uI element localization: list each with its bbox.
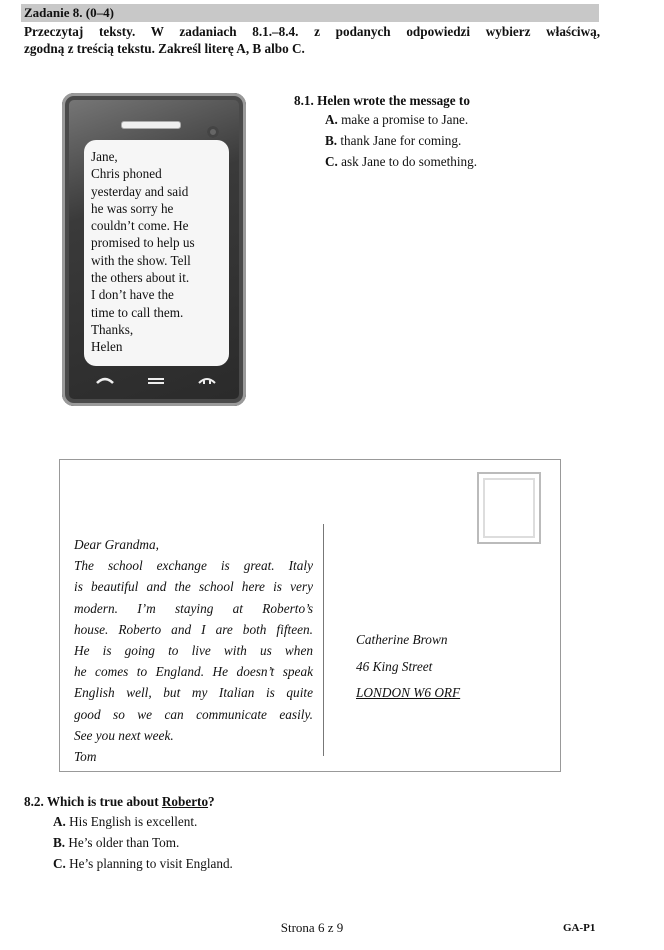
option-letter: C. [53, 856, 66, 871]
task-header-bar [21, 4, 599, 22]
sms-line: time to call them. [91, 304, 184, 320]
question-8-1 [294, 92, 594, 172]
option-text: He’s planning to visit England. [65, 856, 233, 871]
address-line: 46 King Street [356, 658, 433, 674]
exam-code: GA-P1 [563, 922, 596, 934]
option-letter: B. [53, 835, 66, 850]
sms-line: couldn’t come. He [91, 218, 189, 234]
letter-line: Dear Grandma, [74, 537, 159, 552]
postcard-divider [323, 524, 324, 756]
answer-option-b[interactable] [53, 832, 424, 853]
option-letter: B. [325, 133, 338, 148]
option-text: He’s older than Tom. [65, 835, 180, 850]
phone-keys [84, 373, 229, 387]
title-text: ? [208, 794, 215, 809]
question-title: 8.1. Helen wrote the message to [294, 93, 470, 108]
page-number: Strona 6 z 9 [280, 920, 344, 935]
sms-line: with the show. Tell [91, 252, 191, 268]
call-icon [94, 375, 116, 385]
sms-message [91, 148, 225, 356]
letter-line: house. Roberto and I are both fifteen. [74, 621, 313, 637]
option-text: thank Jane for coming. [337, 133, 462, 148]
answer-option-c[interactable] [53, 853, 424, 874]
answer-option-a[interactable] [325, 109, 594, 130]
sms-line: Chris phoned [91, 166, 162, 182]
option-letter: A. [325, 112, 338, 127]
postcard-address [356, 627, 546, 707]
letter-line: Tom [74, 749, 97, 765]
sms-line: I don’t have the [91, 287, 174, 303]
option-text: His English is excellent. [65, 814, 198, 829]
stamp-placeholder [477, 472, 541, 544]
sms-line: the others about it. [91, 270, 190, 286]
option-letter: A. [53, 814, 66, 829]
end-call-icon [196, 375, 218, 385]
postcard [59, 459, 561, 772]
answer-option-b[interactable] [325, 130, 594, 151]
phone-illustration [62, 93, 246, 406]
address-line: LONDON W6 ORF [356, 685, 461, 700]
question-8-2 [24, 793, 424, 874]
sms-line: Jane, [91, 149, 118, 164]
letter-line: He is going to live with us when [74, 643, 313, 659]
sms-line: promised to help us [91, 235, 195, 251]
title-text: 8.2. Which is true about [24, 794, 162, 809]
phone-speaker [121, 121, 181, 129]
letter-line: good so we can communicate easily. [74, 706, 313, 722]
option-text: make a promise to Jane. [337, 112, 469, 127]
phone-screen [84, 140, 229, 366]
letter-line: modern. I’m staying at Roberto’s [74, 600, 313, 616]
task-instructions [24, 24, 600, 57]
task-title: Zadanie 8. (0–4) [24, 5, 114, 20]
answer-option-a[interactable] [53, 811, 424, 832]
letter-line: he comes to England. He doesn’t speak [74, 664, 313, 680]
option-text: ask Jane to do something. [337, 154, 478, 169]
address-line: Catherine Brown [356, 632, 448, 647]
instructions-line: zgodną z treścią tekstu. Zakreśl literę A, B albo C. [24, 40, 305, 56]
letter-line: is beautiful and the school here is very [74, 579, 313, 595]
sms-line: yesterday and said [91, 183, 189, 199]
sms-line: he was sorry he [91, 200, 174, 216]
postcard-letter [74, 534, 313, 767]
menu-icon [145, 375, 167, 385]
letter-line: The school exchange is great. Italy [74, 558, 313, 574]
letter-line: See you next week. [74, 727, 174, 743]
answer-option-c[interactable] [325, 151, 594, 172]
sms-line: Helen [91, 339, 123, 355]
instructions-line: Przeczytaj teksty. W zadaniach 8.1.–8.4. z podanych odpowiedzi wybierz właściwą, [24, 24, 600, 39]
phone-camera-icon [207, 126, 219, 138]
sms-line: Thanks, [91, 321, 134, 337]
title-underlined-text: Roberto [161, 794, 209, 809]
option-letter: C. [325, 154, 338, 169]
letter-line: English well, but my Italian is quite [74, 685, 313, 701]
question-title [24, 793, 424, 811]
